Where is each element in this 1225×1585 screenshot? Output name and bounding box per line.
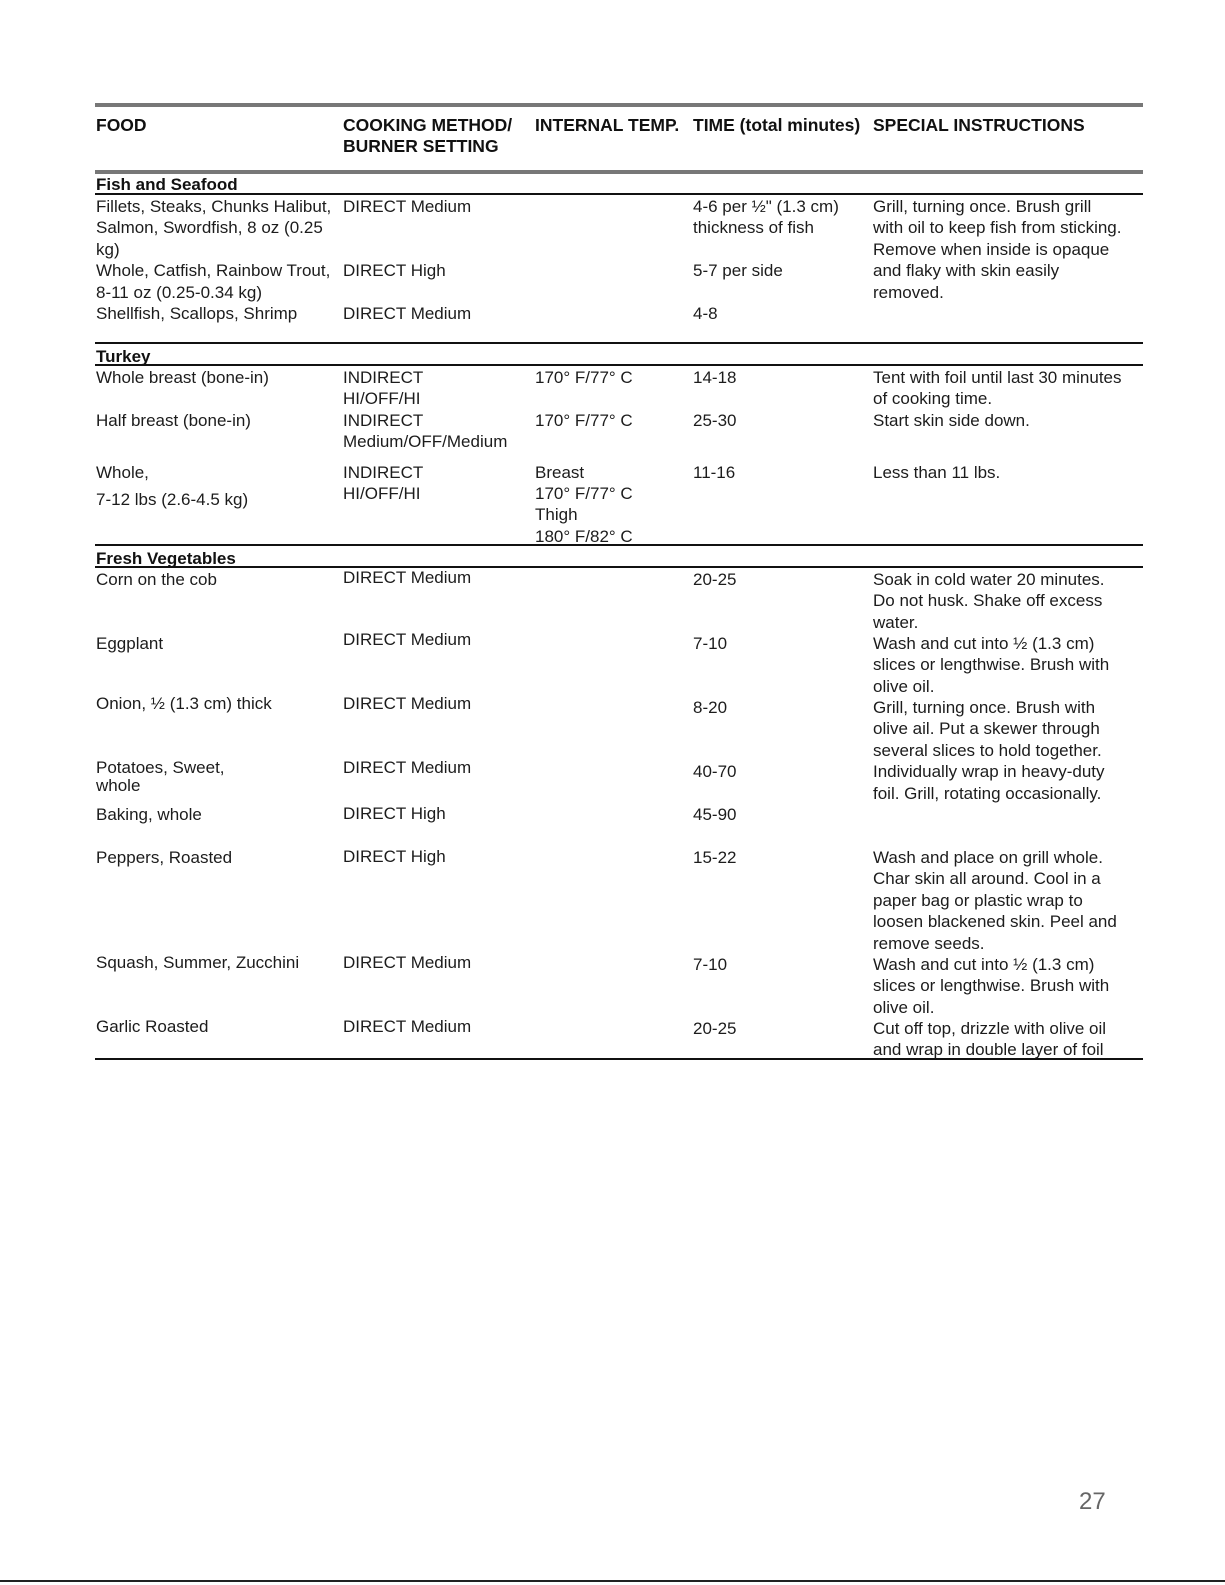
veg-corn-method: DIRECT Medium [343,568,472,587]
fish-row2-method: DIRECT High [343,261,446,280]
veg-peppers-instructions-line3: paper bag or plastic wrap to [873,891,1083,910]
fish-row1-food-line1: Fillets, Steaks, Chunks Halibut, [96,197,332,216]
fish-instructions-line2: with oil to keep fish from sticking. [873,218,1122,237]
veg-onion-instructions-line3: several slices to hold together. [873,741,1102,760]
veg-onion-instructions-line1: Grill, turning once. Brush with [873,698,1096,717]
turkey-row1-instructions-line1: Tent with foil until last 30 minutes [873,368,1122,387]
header-method-line2: BURNER SETTING [343,136,499,156]
veg-garlic-method: DIRECT Medium [343,1017,472,1036]
section-title-turkey: Turkey [96,347,151,366]
turkey-row1-time: 14-18 [693,368,737,387]
veg-eggplant-instructions-line1: Wash and cut into ½ (1.3 cm) [873,634,1095,653]
turkey-row3-time: 11-16 [693,463,736,482]
fish-instructions-line5: removed. [873,283,944,302]
veg-baking-method: DIRECT High [343,804,446,823]
veg-garlic-food: Garlic Roasted [96,1017,209,1036]
veg-squash-instructions-line3: olive oil. [873,998,935,1017]
section-title-vegetables: Fresh Vegetables [96,549,236,568]
turkey-row2-method-line1: INDIRECT [343,411,424,430]
fish-instructions-line3: Remove when inside is opaque [873,240,1110,259]
turkey-row2-instructions: Start skin side down. [873,411,1030,430]
fish-section-rule [95,193,1143,195]
veg-squash-time: 7-10 [693,955,728,974]
turkey-row3-method-line1: INDIRECT [343,463,424,482]
vegetables-section-rule [95,566,1143,568]
veg-squash-instructions-line2: slices or lengthwise. Brush with [873,976,1110,995]
veg-peppers-instructions-line1: Wash and place on grill whole. [873,848,1103,867]
veg-eggplant-time: 7-10 [693,634,728,653]
fish-row1-time-line2: thickness of fish [693,218,814,237]
header-time: TIME (total minutes) [693,115,861,135]
veg-peppers-instructions-line5: remove seeds. [873,934,985,953]
fish-row2-food-line2: 8-11 oz (0.25-0.34 kg) [96,283,262,302]
veg-sweet-potato-food-line2: whole [96,776,141,795]
veg-eggplant-instructions-line3: olive oil. [873,677,935,696]
veg-corn-instructions-line1: Soak in cold water 20 minutes. [873,570,1105,589]
veg-onion-instructions-line2: olive ail. Put a skewer through [873,719,1100,738]
veg-onion-food: Onion, ½ (1.3 cm) thick [96,694,272,713]
turkey-row3-temp-line4: 180° F/82° C [535,527,633,546]
page-bottom-rule [0,1580,1225,1582]
veg-peppers-method: DIRECT High [343,847,446,866]
turkey-row2-method-line2: Medium/OFF/Medium [343,432,508,451]
turkey-row2-food: Half breast (bone-in) [96,411,251,430]
veg-sweet-potato-time: 40-70 [693,762,737,781]
turkey-row3-temp-line3: Thigh [535,505,578,524]
fish-instructions-line4: and flaky with skin easily [873,261,1060,280]
veg-sweet-potato-method: DIRECT Medium [343,758,472,777]
turkey-row1-instructions-line2: of cooking time. [873,389,993,408]
fish-instructions-line1: Grill, turning once. Brush grill [873,197,1092,216]
turkey-row1-method-line2: HI/OFF/HI [343,389,421,408]
veg-corn-time: 20-25 [693,570,737,589]
turkey-section-top-rule [95,342,1143,344]
turkey-row2-temp: 170° F/77° C [535,411,633,430]
header-internal-temp: INTERNAL TEMP. [535,115,680,135]
veg-corn-food: Corn on the cob [96,570,217,589]
veg-garlic-time: 20-25 [693,1019,737,1038]
veg-peppers-instructions-line4: loosen blackened skin. Peel and [873,912,1117,931]
veg-squash-method: DIRECT Medium [343,953,472,972]
header-bottom-rule [95,170,1143,174]
fish-row3-method: DIRECT Medium [343,304,472,323]
veg-peppers-food: Peppers, Roasted [96,848,233,867]
veg-eggplant-method: DIRECT Medium [343,630,472,649]
veg-eggplant-food: Eggplant [96,634,164,653]
veg-eggplant-instructions-line2: slices or lengthwise. Brush with [873,655,1110,674]
section-title-fish: Fish and Seafood [96,175,238,194]
veg-peppers-time: 15-22 [693,848,737,867]
veg-peppers-instructions-line2: Char skin all around. Cool in a [873,869,1101,888]
veg-corn-instructions-line2: Do not husk. Shake off excess [873,591,1103,610]
fish-row2-time: 5-7 per side [693,261,783,280]
veg-sweet-potato-food-line1: Potatoes, Sweet, [96,758,225,777]
veg-garlic-instructions-line1: Cut off top, drizzle with olive oil [873,1019,1107,1038]
turkey-section-rule [95,364,1143,366]
fish-row3-food: Shellfish, Scallops, Shrimp [96,304,298,323]
page-number: 27 [1079,1488,1106,1515]
veg-potato-instructions-line2: foil. Grill, rotating occasionally. [873,784,1102,803]
fish-row1-food-line2: Salmon, Swordfish, 8 oz (0.25 [96,218,323,237]
veg-baking-time: 45-90 [693,805,737,824]
veg-onion-time: 8-20 [693,698,728,717]
fish-row2-food-line1: Whole, Catfish, Rainbow Trout, [96,261,331,280]
turkey-row3-temp-line1: Breast [535,463,585,482]
veg-baking-food: Baking, whole [96,805,202,824]
turkey-row1-method-line1: INDIRECT [343,368,424,387]
turkey-row1-temp: 170° F/77° C [535,368,633,387]
veg-potato-instructions-line1: Individually wrap in heavy-duty [873,762,1105,781]
turkey-row1-food: Whole breast (bone-in) [96,368,269,387]
fish-row1-time-line1: 4-6 per ½" (1.3 cm) [693,197,839,216]
turkey-row2-time: 25-30 [693,411,737,430]
fish-row1-food-line3: kg) [96,240,120,259]
veg-onion-method: DIRECT Medium [343,694,472,713]
header-method-line1: COOKING METHOD/ [343,115,513,135]
veg-squash-food: Squash, Summer, Zucchini [96,953,300,972]
turkey-row3-food-line1: Whole, [96,463,149,482]
turkey-row3-temp-line2: 170° F/77° C [535,484,633,503]
header-special-instructions: SPECIAL INSTRUCTIONS [873,115,1085,135]
turkey-row3-method-line2: HI/OFF/HI [343,484,421,503]
header-top-rule [95,103,1143,107]
header-food: FOOD [96,115,147,135]
fish-row1-method: DIRECT Medium [343,197,472,216]
turkey-row3-food-line2: 7-12 lbs (2.6-4.5 kg) [96,490,249,509]
veg-squash-instructions-line1: Wash and cut into ½ (1.3 cm) [873,955,1095,974]
veg-garlic-instructions-line2: and wrap in double layer of foil [873,1040,1104,1059]
fish-row3-time: 4-8 [693,304,718,323]
turkey-row3-instructions: Less than 11 lbs. [873,463,1001,482]
veg-corn-instructions-line3: water. [873,613,919,632]
